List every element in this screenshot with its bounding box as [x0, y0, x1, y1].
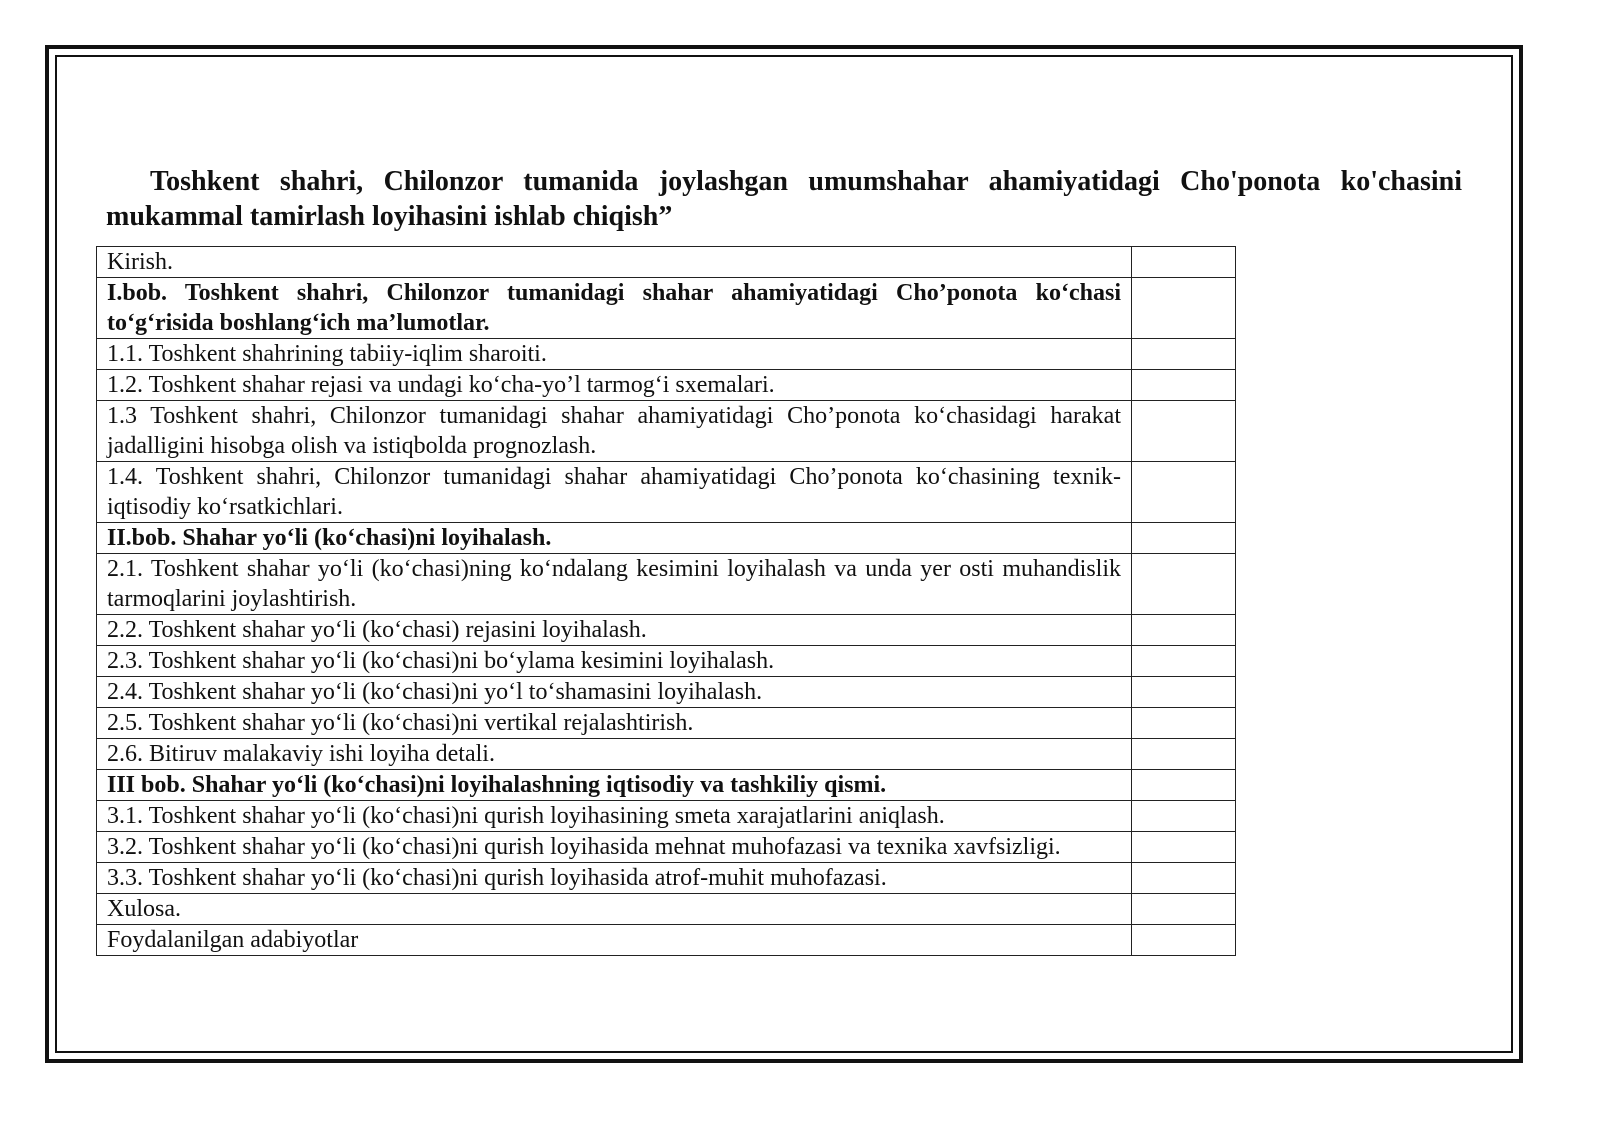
toc-row	[97, 677, 1236, 708]
toc-entry-text: 1.1. Toshkent shahrining tabiiy-iqlim sharoiti.	[97, 339, 1132, 370]
toc-entry-text: 2.5. Toshkent shahar yo‘li (ko‘chasi)ni vertikal rejalashtirish.	[97, 708, 1132, 739]
toc-row	[97, 462, 1236, 523]
toc-page-number-cell	[1132, 925, 1236, 956]
toc-row	[97, 863, 1236, 894]
toc-page-number-cell	[1132, 646, 1236, 677]
toc-row	[97, 739, 1236, 770]
toc-page-number-cell	[1132, 739, 1236, 770]
toc-row	[97, 370, 1236, 401]
table-of-contents	[96, 246, 1236, 956]
toc-row	[97, 247, 1236, 278]
toc-entry-text: Foydalanilgan adabiyotlar	[97, 925, 1132, 956]
toc-page-number-cell	[1132, 370, 1236, 401]
toc-row	[97, 339, 1236, 370]
toc-entry-text: 1.3 Toshkent shahri, Chilonzor tumanidagi shahar ahamiyatidagi Cho’ponota ko‘chasidagi harakat jadalligini hisobga olish va istiqbolda prognozlash.	[97, 401, 1132, 462]
toc-entry-text: 3.3. Toshkent shahar yo‘li (ko‘chasi)ni qurish loyihasida atrof-muhit muhofazasi.	[97, 863, 1132, 894]
toc-chapter-title: I.bob. Toshkent shahri, Chilonzor tumanidagi shahar ahamiyatidagi Cho’ponota ko‘chasi to‘g‘risida boshlang‘ich ma’lumotlar.	[97, 278, 1132, 339]
toc-row	[97, 925, 1236, 956]
toc-page-number-cell	[1132, 801, 1236, 832]
toc-row	[97, 554, 1236, 615]
toc-row	[97, 646, 1236, 677]
toc-page-number-cell	[1132, 339, 1236, 370]
toc-row	[97, 801, 1236, 832]
toc-page-number-cell	[1132, 770, 1236, 801]
toc-entry-text: 2.3. Toshkent shahar yo‘li (ko‘chasi)ni bo‘ylama kesimini loyihalash.	[97, 646, 1132, 677]
toc-entry-text: 1.2. Toshkent shahar rejasi va undagi ko‘cha-yo’l tarmog‘i sxemalari.	[97, 370, 1132, 401]
toc-entry-text: 3.1. Toshkent shahar yo‘li (ko‘chasi)ni qurish loyihasining smeta xarajatlarini aniqlash.	[97, 801, 1132, 832]
toc-page-number-cell	[1132, 832, 1236, 863]
toc-page-number-cell	[1132, 677, 1236, 708]
toc-entry-text: 2.2. Toshkent shahar yo‘li (ko‘chasi) rejasini loyihalash.	[97, 615, 1132, 646]
toc-row	[97, 832, 1236, 863]
toc-entry-text: 1.4. Toshkent shahri, Chilonzor tumanidagi shahar ahamiyatidagi Cho’ponota ko‘chasining texnik-iqtisodiy ko‘rsatkichlari.	[97, 462, 1132, 523]
toc-row	[97, 894, 1236, 925]
toc-page-number-cell	[1132, 894, 1236, 925]
toc-page-number-cell	[1132, 523, 1236, 554]
toc-row	[97, 615, 1236, 646]
toc-page-number-cell	[1132, 863, 1236, 894]
toc-body	[97, 247, 1236, 956]
toc-page-number-cell	[1132, 247, 1236, 278]
toc-page-number-cell	[1132, 708, 1236, 739]
toc-page-number-cell	[1132, 554, 1236, 615]
toc-page-number-cell	[1132, 462, 1236, 523]
toc-row	[97, 278, 1236, 339]
document-title: Toshkent shahri, Chilonzor tumanida joylashgan umumshahar ahamiyatidagi Cho'ponota ko'chasini mukammal tamirlash loyihasini ishlab chiqish”	[106, 166, 1462, 232]
toc-row	[97, 401, 1236, 462]
toc-chapter-title: II.bob. Shahar yo‘li (ko‘chasi)ni loyihalash.	[97, 523, 1132, 554]
toc-page-number-cell	[1132, 615, 1236, 646]
toc-entry-text: Kirish.	[97, 247, 1132, 278]
toc-row	[97, 708, 1236, 739]
toc-entry-text: 2.6. Bitiruv malakaviy ishi loyiha detali.	[97, 739, 1132, 770]
toc-row	[97, 770, 1236, 801]
toc-entry-text: 3.2. Toshkent shahar yo‘li (ko‘chasi)ni qurish loyihasida mehnat muhofazasi va texnika xavfsizligi.	[97, 832, 1132, 863]
toc-page-number-cell	[1132, 278, 1236, 339]
toc-entry-text: 2.4. Toshkent shahar yo‘li (ko‘chasi)ni yo‘l to‘shamasini loyihalash.	[97, 677, 1132, 708]
toc-entry-text: Xulosa.	[97, 894, 1132, 925]
toc-page-number-cell	[1132, 401, 1236, 462]
toc-row	[97, 523, 1236, 554]
toc-chapter-title: III bob. Shahar yo‘li (ko‘chasi)ni loyihalashning iqtisodiy va tashkiliy qismi.	[97, 770, 1132, 801]
toc-entry-text: 2.1. Toshkent shahar yo‘li (ko‘chasi)ning ko‘ndalang kesimini loyihalash va unda yer osti muhandislik tarmoqlarini joylashtirish.	[97, 554, 1132, 615]
